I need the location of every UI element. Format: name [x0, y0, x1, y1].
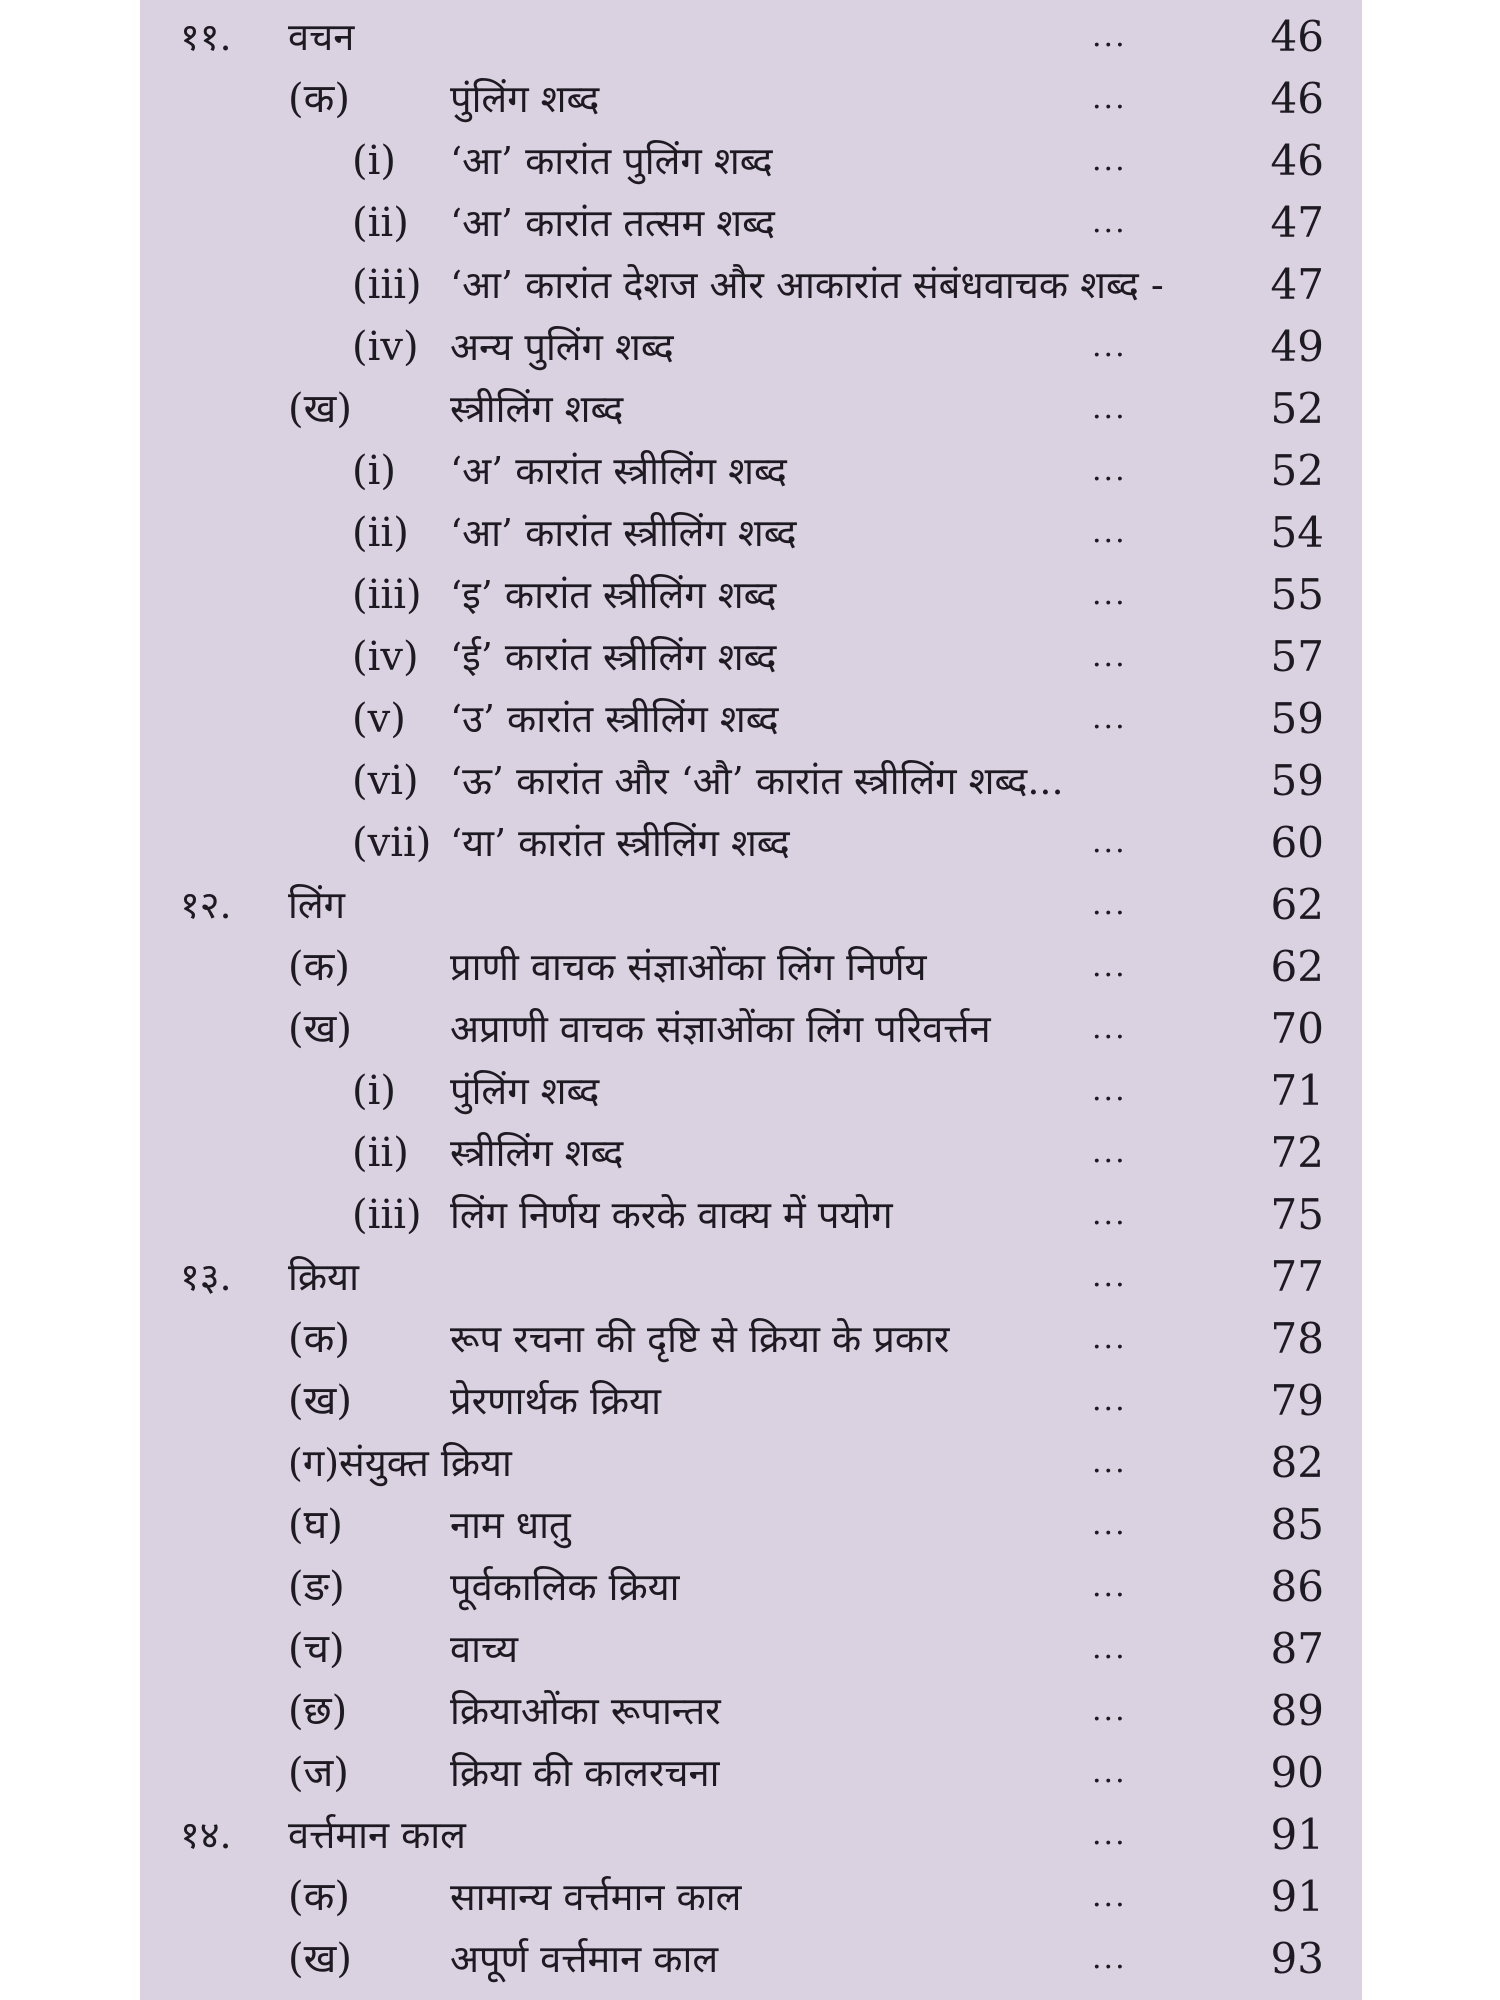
- section-label: (छ): [288, 1688, 348, 1734]
- page-number: 87: [1270, 1624, 1324, 1673]
- entry-title: अप्राणी वाचक संज्ञाओंका लिंग परिवर्त्तन: [450, 1007, 991, 1051]
- subsection-label: (ii): [352, 1130, 409, 1176]
- entry-title: प्राणी वाचक संज्ञाओंका लिंग निर्णय: [450, 945, 927, 989]
- toc-entry-row: [140, 440, 1362, 502]
- toc-entry-row: [140, 1680, 1362, 1742]
- leader-dots: ...: [1092, 81, 1127, 116]
- entry-title: ‘ऊ’ कारांत और ‘औ’ कारांत स्त्रीलिंग शब्द...: [450, 759, 1064, 803]
- page-number: 54: [1270, 508, 1324, 557]
- chapter-number: १४.: [180, 1813, 232, 1857]
- subsection-label: (iv): [352, 324, 419, 370]
- leader-dots: ...: [1092, 1941, 1127, 1976]
- toc-entry-row: [140, 626, 1362, 688]
- page-number: 77: [1270, 1252, 1324, 1301]
- leader-dots: ...: [1092, 1507, 1127, 1542]
- leader-dots: ...: [1092, 701, 1127, 736]
- leader-dots: ...: [1092, 577, 1127, 612]
- page-number: 52: [1270, 384, 1324, 433]
- page-number: 59: [1270, 756, 1324, 805]
- page-number: 71: [1270, 1066, 1324, 1115]
- entry-title: पूर्वकालिक क्रिया: [450, 1565, 680, 1609]
- entry-title: ‘आ’ कारांत देशज और आकारांत संबंधवाचक शब्द -: [450, 263, 1164, 307]
- entry-title: क्रियाओंका रूपान्तर: [450, 1689, 721, 1733]
- toc-entry-row: [140, 564, 1362, 626]
- entry-title: ‘ई’ कारांत स्त्रीलिंग शब्द: [450, 635, 777, 679]
- leader-dots: ...: [1092, 515, 1127, 550]
- toc-entry-row: [140, 936, 1362, 998]
- page-number: 90: [1270, 1748, 1324, 1797]
- entry-title: ‘या’ कारांत स्त्रीलिंग शब्द: [450, 821, 790, 865]
- entry-title: ‘आ’ कारांत पुलिंग शब्द: [450, 139, 773, 183]
- toc-entry-row: [140, 1122, 1362, 1184]
- entry-title: ‘इ’ कारांत स्त्रीलिंग शब्द: [450, 573, 777, 617]
- toc-entry-row: [140, 1742, 1362, 1804]
- leader-dots: ...: [1092, 949, 1127, 984]
- toc-entry-row: [140, 502, 1362, 564]
- entry-title: प्रेरणार्थक क्रिया: [450, 1379, 661, 1423]
- subsection-label: (i): [352, 448, 397, 494]
- page-number: 49: [1270, 322, 1324, 371]
- subsection-label: (iii): [352, 572, 422, 618]
- page-number: 89: [1270, 1686, 1324, 1735]
- entry-title: वचन: [288, 15, 355, 59]
- section-label: (ङ): [288, 1564, 345, 1610]
- section-label: (ख): [288, 386, 352, 432]
- toc-entry-row: [140, 1184, 1362, 1246]
- entry-title: अपूर्ण वर्त्तमान काल: [450, 1937, 719, 1981]
- section-label: (ज): [288, 1750, 349, 1796]
- page-number: 72: [1270, 1128, 1324, 1177]
- toc-entry-row: [140, 1308, 1362, 1370]
- page-number: 70: [1270, 1004, 1324, 1053]
- entry-title: क्रिया की कालरचना: [450, 1751, 720, 1795]
- entry-title: अन्य पुलिंग शब्द: [450, 325, 674, 369]
- page-number: 93: [1270, 1934, 1324, 1983]
- page-number: 86: [1270, 1562, 1324, 1611]
- leader-dots: ...: [1092, 205, 1127, 240]
- entry-title: वाच्य: [450, 1627, 519, 1671]
- toc-entry-row: [140, 750, 1362, 812]
- entry-title: ‘आ’ कारांत स्त्रीलिंग शब्द: [450, 511, 797, 555]
- toc-entry-row: [140, 68, 1362, 130]
- toc-entry-row: [140, 316, 1362, 378]
- entry-title: पुंलिंग शब्द: [450, 1069, 600, 1113]
- entry-title: लिंग: [288, 883, 346, 927]
- page-number: 52: [1270, 446, 1324, 495]
- leader-dots: ...: [1092, 19, 1127, 54]
- entry-title: स्त्रीलिंग शब्द: [450, 387, 624, 431]
- toc-entry-row: [140, 1618, 1362, 1680]
- toc-entry-row: [140, 688, 1362, 750]
- subsection-label: (iii): [352, 1192, 422, 1238]
- subsection-label: (i): [352, 1068, 397, 1114]
- leader-dots: ...: [1092, 1259, 1127, 1294]
- page-number: 62: [1270, 880, 1324, 929]
- toc-entry-row: [140, 254, 1362, 316]
- section-label: (घ): [288, 1502, 343, 1548]
- entry-title: क्रिया: [288, 1255, 359, 1299]
- page-number: 78: [1270, 1314, 1324, 1363]
- section-label: (क): [288, 76, 350, 122]
- leader-dots: ...: [1092, 639, 1127, 674]
- subsection-label: (v): [352, 696, 406, 742]
- section-label: (ख): [288, 1006, 352, 1052]
- toc-entry-row: [140, 1556, 1362, 1618]
- leader-dots: ...: [1092, 391, 1127, 426]
- leader-dots: ...: [1092, 1879, 1127, 1914]
- toc-entry-row: [140, 378, 1362, 440]
- entry-title: ‘आ’ कारांत तत्सम शब्द: [450, 201, 775, 245]
- toc-entry-row: [140, 192, 1362, 254]
- leader-dots: ...: [1092, 1755, 1127, 1790]
- entry-title: सामान्य वर्त्तमान काल: [450, 1875, 742, 1919]
- page-number: 47: [1270, 198, 1324, 247]
- entry-title: (ग)संयुक्त क्रिया: [288, 1441, 512, 1485]
- page-number: 91: [1270, 1872, 1324, 1921]
- page-number: 85: [1270, 1500, 1324, 1549]
- section-label: (ख): [288, 1936, 352, 1982]
- entry-title: स्त्रीलिंग शब्द: [450, 1131, 624, 1175]
- page-number: 79: [1270, 1376, 1324, 1425]
- entry-title: वर्त्तमान काल: [288, 1813, 466, 1857]
- leader-dots: ...: [1092, 143, 1127, 178]
- leader-dots: ...: [1092, 329, 1127, 364]
- page-number: 46: [1270, 136, 1324, 185]
- leader-dots: ...: [1092, 825, 1127, 860]
- leader-dots: ...: [1092, 1631, 1127, 1666]
- leader-dots: ...: [1092, 1073, 1127, 1108]
- entry-title: ‘उ’ कारांत स्त्रीलिंग शब्द: [450, 697, 779, 741]
- leader-dots: ...: [1092, 1135, 1127, 1170]
- entry-title: पुंलिंग शब्द: [450, 77, 600, 121]
- toc-entry-row: [140, 1866, 1362, 1928]
- page-number: 75: [1270, 1190, 1324, 1239]
- subsection-label: (vi): [352, 758, 419, 804]
- page-number: 60: [1270, 818, 1324, 867]
- subsection-label: (ii): [352, 200, 409, 246]
- leader-dots: ...: [1092, 1011, 1127, 1046]
- leader-dots: ...: [1092, 1693, 1127, 1728]
- page-number: 91: [1270, 1810, 1324, 1859]
- leader-dots: ...: [1092, 1197, 1127, 1232]
- leader-dots: ...: [1092, 1383, 1127, 1418]
- subsection-label: (i): [352, 138, 397, 184]
- toc-entry-row: [140, 130, 1362, 192]
- page-number: 55: [1270, 570, 1324, 619]
- toc-chapter-row: [140, 874, 1362, 936]
- toc-entry-row: [140, 1370, 1362, 1432]
- entry-title: रूप रचना की दृष्टि से क्रिया के प्रकार: [450, 1317, 950, 1361]
- chapter-number: ११.: [180, 15, 232, 59]
- toc-chapter-row: [140, 1432, 1362, 1494]
- subsection-label: (vii): [352, 820, 432, 866]
- leader-dots: ...: [1092, 1817, 1127, 1852]
- entry-title: ‘अ’ कारांत स्त्रीलिंग शब्द: [450, 449, 787, 493]
- toc-chapter-row: [140, 1246, 1362, 1308]
- toc-entry-row: [140, 1494, 1362, 1556]
- leader-dots: ...: [1092, 1569, 1127, 1604]
- subsection-label: (iv): [352, 634, 419, 680]
- page-number: 82: [1270, 1438, 1324, 1487]
- leader-dots: ...: [1092, 887, 1127, 922]
- chapter-number: १३.: [180, 1255, 232, 1299]
- leader-dots: ...: [1092, 1445, 1127, 1480]
- toc-entry-row: [140, 1928, 1362, 1990]
- page-number: 46: [1270, 12, 1324, 61]
- toc-entry-row: [140, 1060, 1362, 1122]
- subsection-label: (ii): [352, 510, 409, 556]
- toc-entry-row: [140, 998, 1362, 1060]
- entry-title: लिंग निर्णय करके वाक्य में पयोग: [450, 1193, 893, 1237]
- page-number: 59: [1270, 694, 1324, 743]
- section-label: (ख): [288, 1378, 352, 1424]
- chapter-number: १२.: [180, 883, 232, 927]
- leader-dots: ...: [1092, 453, 1127, 488]
- toc-entry-row: [140, 812, 1362, 874]
- page-number: 47: [1270, 260, 1324, 309]
- entry-title: नाम धातु: [450, 1503, 571, 1547]
- section-label: (च): [288, 1626, 345, 1672]
- section-label: (क): [288, 944, 350, 990]
- page-number: 57: [1270, 632, 1324, 681]
- page-number: 46: [1270, 74, 1324, 123]
- leader-dots: ...: [1092, 1321, 1127, 1356]
- toc-chapter-row: [140, 1804, 1362, 1866]
- subsection-label: (iii): [352, 262, 422, 308]
- toc-chapter-row: [140, 6, 1362, 68]
- page-number: 62: [1270, 942, 1324, 991]
- section-label: (क): [288, 1874, 350, 1920]
- contents-page: [140, 0, 1362, 2000]
- section-label: (क): [288, 1316, 350, 1362]
